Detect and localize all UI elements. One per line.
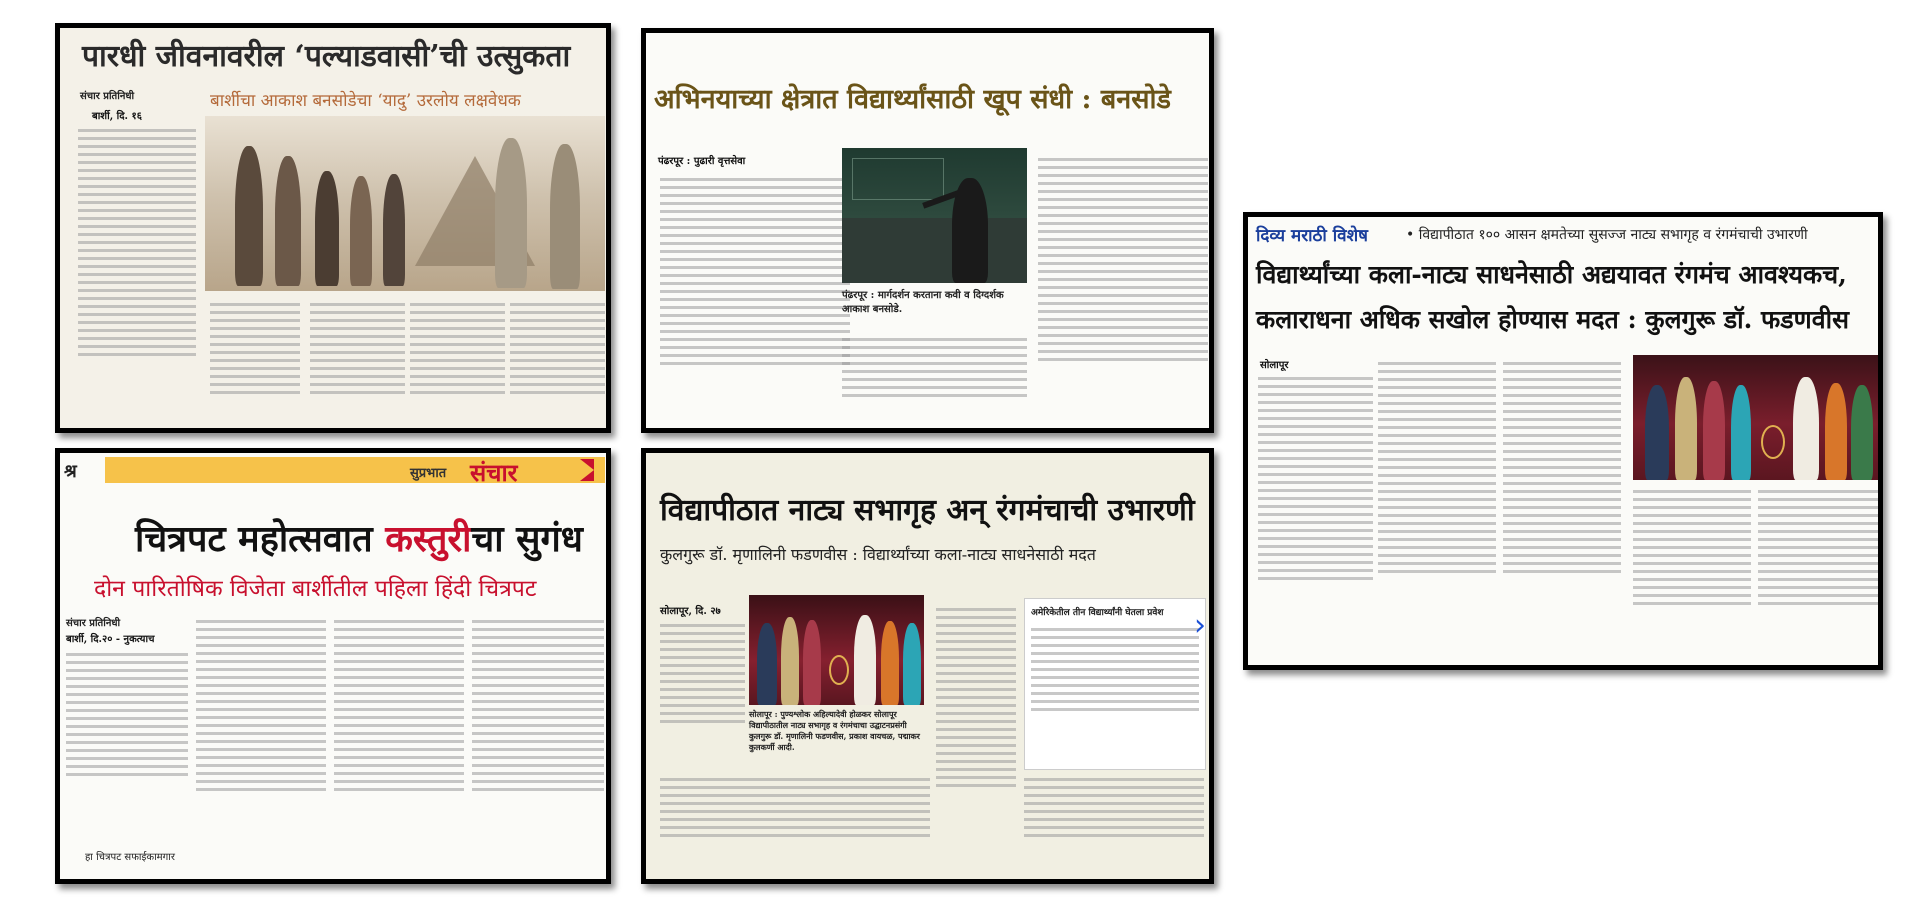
clip3-photo <box>1633 355 1878 480</box>
clip4-column-1 <box>66 648 188 833</box>
clip3-tag: दिव्य मराठी विशेष <box>1256 226 1368 246</box>
clip3-column-4 <box>1633 485 1751 660</box>
clipping-divya-marathi <box>1243 212 1883 670</box>
clip4-headline-c: चा सुगंध <box>471 518 583 560</box>
clip1-column-5 <box>510 298 605 428</box>
clip3-kicker: • विद्यापीठात १०० आसन क्षमतेच्या सुसज्ज नाट्य सभागृह व रंगमंचाची उभारणी <box>1406 227 1808 243</box>
clip3-headline-2: कलाराधना अधिक सखोल होण्यास मदत : कुलगुरू डॉ. फडणवीस <box>1256 305 1850 334</box>
clip4-headline <box>135 513 583 562</box>
clip4-column-2 <box>196 615 326 865</box>
clip4-subhead: दोन पारितोषिक विजेता बार्शीतील पहिला हिंदी चित्रपट <box>94 576 537 602</box>
clip2-column-2 <box>842 333 1027 428</box>
clip4-headline-a: चित्रपट महोत्सवात <box>135 518 386 560</box>
clip5-column-3 <box>936 603 1016 873</box>
clip4-byline: संचार प्रतिनिधी <box>66 618 121 629</box>
clip5-subhead: कुलगुरू डॉ. मृणालिनी फडणवीस : विद्यार्थ्यांच्या कला-नाट्य साधनेसाठी मदत <box>660 545 1096 564</box>
clip4-brand-small: सुप्रभात <box>410 466 447 481</box>
clip1-column-3 <box>310 298 405 428</box>
clip4-section: श्र <box>64 461 77 482</box>
clip1-subhead: बार्शीचा आकाश बनसोडेचा ‘यादु’ उरलोय लक्षवेधक <box>210 91 521 111</box>
clip2-column-3 <box>1038 153 1208 428</box>
clip2-photo <box>842 148 1027 283</box>
clip4-brand: संचार <box>470 458 518 487</box>
clip2-caption: पंढरपूर : मार्गदर्शन करताना कवी व दिग्दर्शक आकाश बनसोडे. <box>842 290 1004 315</box>
clipping-natya-sabhagruh <box>641 448 1214 884</box>
clip5-column-1 <box>660 619 745 764</box>
clipping-palyadvasi <box>55 23 611 433</box>
clip3-column-2 <box>1378 357 1496 657</box>
clip3-dateline: सोलापूर <box>1260 360 1289 371</box>
clip5-dateline: सोलापूर, दि. २७ <box>660 606 721 617</box>
clip5-column-2 <box>660 773 930 873</box>
clip1-headline: पारधी जीवनावरील ‘पल्याडवासी’ची उत्सुकता <box>82 39 571 74</box>
clip4-flag-icon <box>580 459 594 481</box>
clip5-box <box>1024 598 1206 770</box>
clip2-column-1 <box>660 173 850 423</box>
clip4-column-3 <box>334 615 464 865</box>
clip1-byline: संचार प्रतिनिधी <box>80 91 135 102</box>
clip3-column-5 <box>1758 485 1878 660</box>
clipping-kasturi <box>55 448 611 884</box>
clip3-headline-1: विद्यार्थ्यांच्या कला-नाट्य साधनेसाठी अद्ययावत रंगमंच आवश्यकच, <box>1256 260 1847 289</box>
clip1-column-left <box>78 124 196 424</box>
clipping-abhinay <box>641 28 1214 433</box>
sanchar-band <box>105 457 605 483</box>
clip2-dateline: पंढरपूर : पुढारी वृत्तसेवा <box>658 156 746 167</box>
chevron-right-icon[interactable]: › <box>1194 608 1206 643</box>
clip1-column-2 <box>210 298 300 428</box>
clip3-column-1 <box>1258 372 1373 657</box>
clip4-dateline: बार्शी, दि.२० - नुकत्याच <box>66 634 155 645</box>
clip1-photo <box>205 116 605 291</box>
clip2-headline: अभिनयाच्या क्षेत्रात विद्यार्थ्यांसाठी खूप संधी : बनसोडे <box>654 84 1171 115</box>
clip5-box-text <box>1031 623 1199 763</box>
clip5-column-4 <box>1024 773 1204 873</box>
clip5-caption: सोलापूर : पुण्यश्लोक अहिल्यादेवी होळकर सोलापूर विद्यापीठातील नाट्य सभागृह व रंगमंचाचा उद्घाटनप्रसंगी कुलगुरू डॉ. मृणालिनी फडणवीस, प्रकाश वायचळ, पद्माकर कुलकर्णी आदी. <box>749 709 920 752</box>
clip4-column-4 <box>472 615 604 865</box>
clip1-column-4 <box>410 298 505 428</box>
clip5-box-title: अमेरिकेतील तीन विद्यार्थ्यांनी घेतला प्रवेश <box>1031 608 1164 618</box>
clip4-closing: हा चित्रपट सफाईकामगार <box>85 852 175 863</box>
clip3-column-3 <box>1503 357 1621 657</box>
clip4-headline-b: कस्तुरी <box>385 518 472 560</box>
clip1-dateline: बार्शी, दि. १६ <box>92 111 142 122</box>
clip5-photo <box>749 595 924 705</box>
clip5-headline: विद्यापीठात नाट्य सभागृह अन् रंगमंचाची उभारणी <box>660 493 1195 528</box>
